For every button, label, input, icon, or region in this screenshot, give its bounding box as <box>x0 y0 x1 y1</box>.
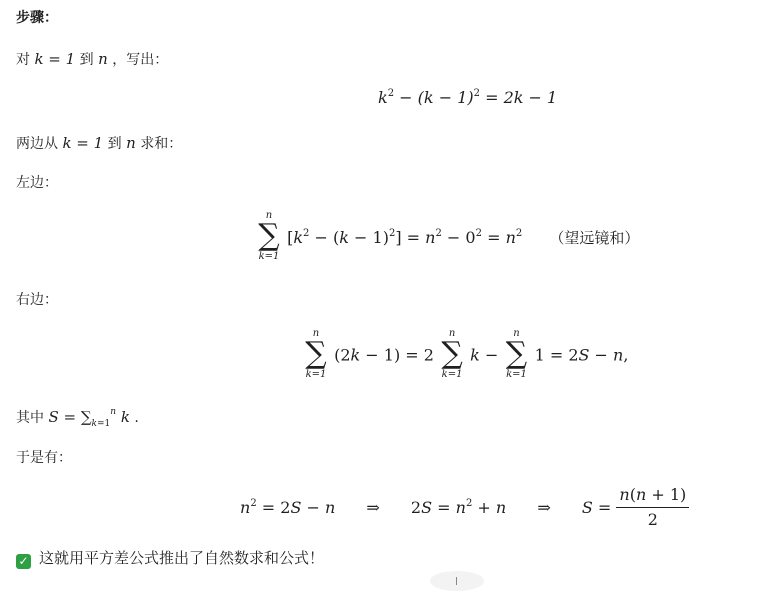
define-s-prefix: 其中 <box>16 410 44 426</box>
implies-arrow: ⇒ <box>366 498 380 517</box>
left-side-label: 左边： <box>16 175 58 191</box>
sum-both-var: n <box>126 134 136 152</box>
scroll-down-indicator[interactable] <box>430 571 484 591</box>
conclusion-line <box>16 548 324 569</box>
therefore-label: 于是有： <box>16 450 72 466</box>
summation-symbol: n ∑ k=1 <box>305 328 327 380</box>
check-mark-icon: ✓ <box>16 554 31 569</box>
intro-var: n <box>98 50 108 68</box>
intro-prefix: 对 <box>16 52 30 68</box>
define-s-line: 其中 $S = \sum_{k=1}^n$ k . <box>16 407 139 429</box>
steps-heading: 步骤： <box>16 10 58 26</box>
implies-arrow: ⇒ <box>537 498 551 517</box>
intro-expr: k = 1 <box>34 50 76 68</box>
sum-both-expr: k = 1 <box>62 134 104 152</box>
fraction: $\frac{n(n + 1)}{2}$ <box>616 485 689 530</box>
telescoping-note: （望远镜和） <box>549 228 640 247</box>
sum-both-line <box>16 133 182 154</box>
summation-symbol: n ∑ k=1 <box>505 328 528 380</box>
intro-line <box>16 49 168 70</box>
final-equation: $n^2 = 2S - n$ ⇒ $2S = n^2 + n$ ⇒ S = $\frac{n(n + 1)}{2}$ <box>240 485 689 530</box>
intro-suffix: ，写出： <box>112 52 169 68</box>
sum-both-mid: 到 <box>107 136 122 152</box>
sum-both-suffix: 求和： <box>140 136 183 152</box>
summation-symbol: n ∑ k=1 <box>258 210 280 262</box>
right-side-label: 右边： <box>16 292 58 308</box>
left-eq-body: $[k^2 - (k - 1)^2] = n^2 - 0^2 = n^2$ <box>287 227 523 247</box>
left-side-equation <box>256 210 639 264</box>
conclusion-text: 这就用平方差公式推出了自然数求和公式！ <box>39 549 325 567</box>
sum-both-prefix: 两边从 <box>16 136 58 152</box>
right-side-equation: n ∑ k=1 (2k − 1) = 2 n ∑ k=1 k − n ∑ k=1 1 = 2S − n, <box>303 328 628 382</box>
identity-equation: $k^2 - (k - 1)^2 = 2k - 1$ <box>378 88 558 107</box>
define-s-suffix: . <box>134 410 139 426</box>
summation-symbol: n ∑ k=1 <box>441 328 463 380</box>
intro-mid: 到 <box>79 52 94 68</box>
